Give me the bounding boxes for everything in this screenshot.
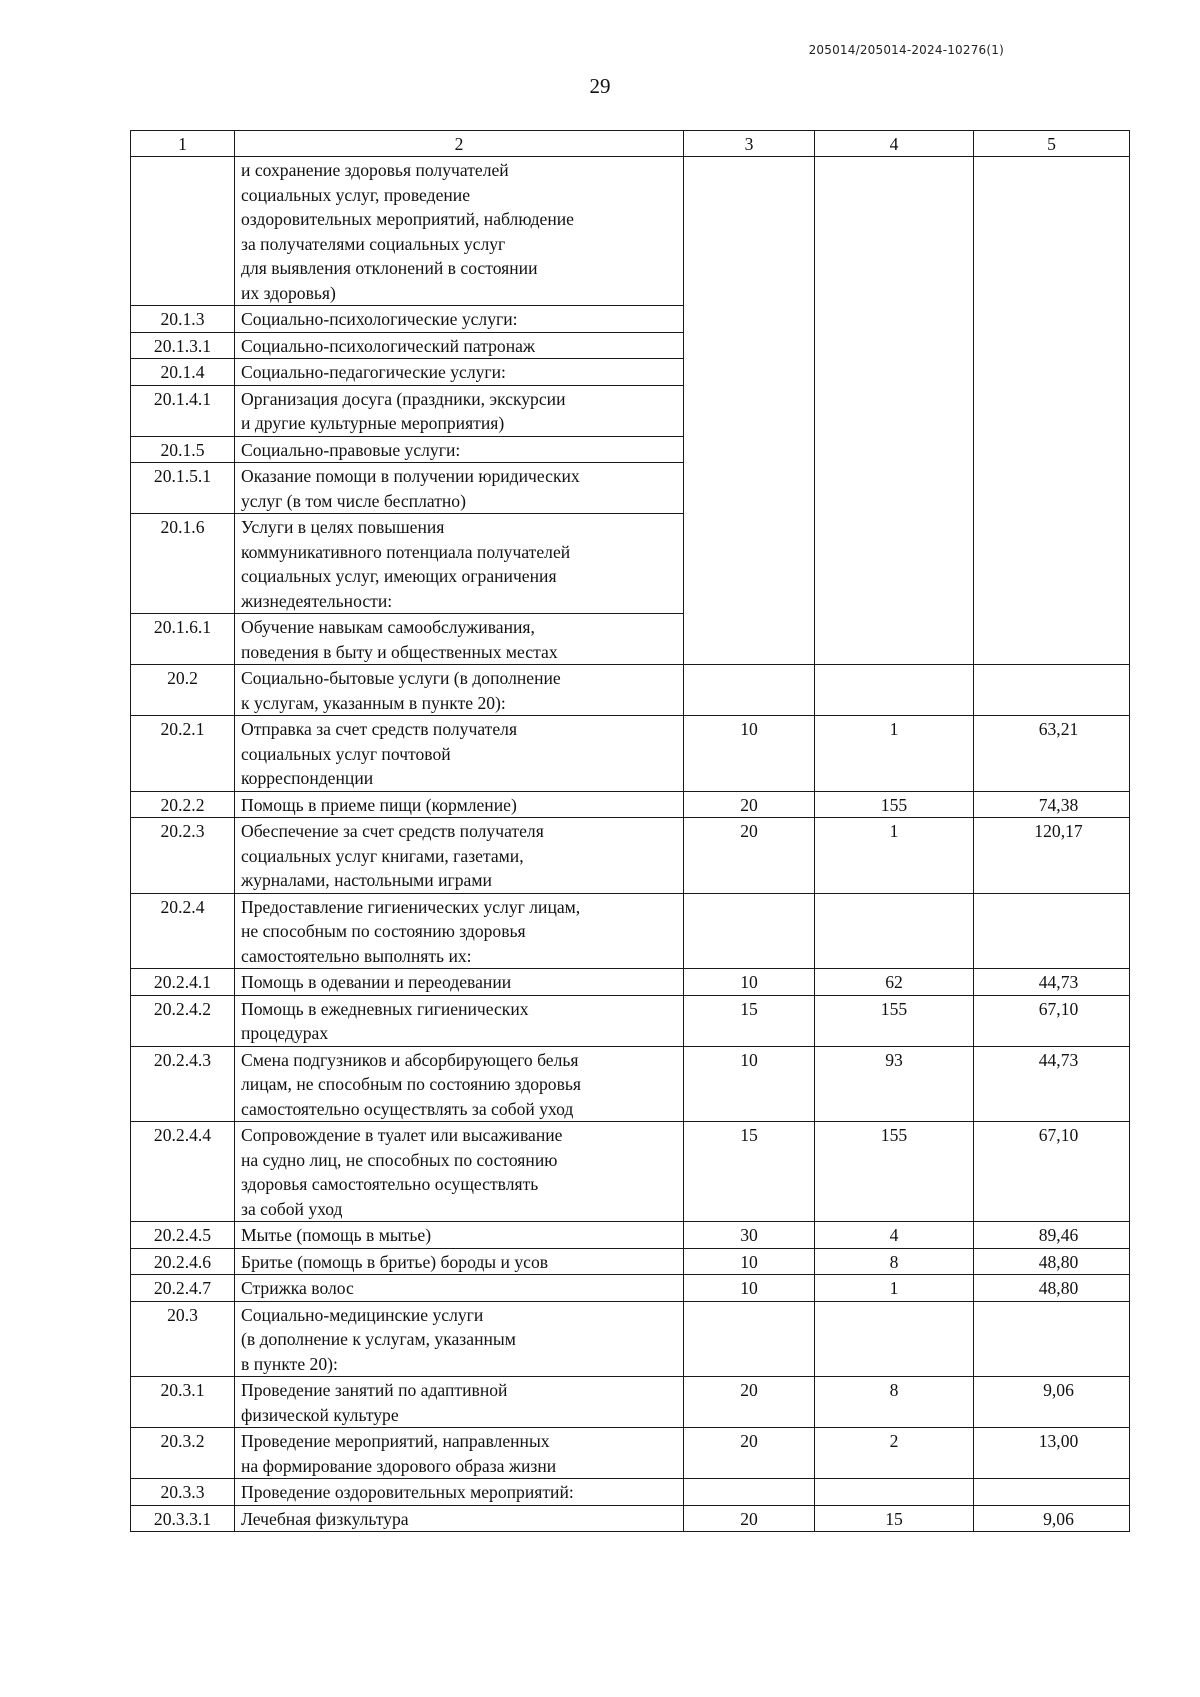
service-name: Оказание помощи в получении юридических услуг (в том числе бесплатно): [235, 463, 684, 514]
row-number: 20.2.1: [131, 716, 235, 792]
standard-value: [684, 893, 815, 969]
quantity-value: 1: [815, 818, 974, 894]
tariff-value: 9,06: [974, 1505, 1130, 1532]
standard-value: 30: [684, 1222, 815, 1249]
service-name: Социально-психологический патронаж: [235, 332, 684, 359]
service-name: Помощь в ежедневных гигиенических процедурах: [235, 995, 684, 1046]
service-name: Услуги в целях повышения коммуникативного потенциала получателей социальных услуг, имеющих ограничения жизнедеятельности:: [235, 514, 684, 614]
table-body: [131, 131, 1130, 1532]
row-number: 20.2.3: [131, 818, 235, 894]
standard-value: 20: [684, 1377, 815, 1428]
table-row: [131, 995, 1130, 1046]
table-row: [131, 1428, 1130, 1479]
tariff-value: 44,73: [974, 1046, 1130, 1122]
standard-value: 10: [684, 716, 815, 792]
table-row: [131, 893, 1130, 969]
quantity-value: 4: [815, 1222, 974, 1249]
tariff-value: 120,17: [974, 818, 1130, 894]
table-row: [131, 665, 1130, 716]
table-row: [131, 157, 1130, 306]
service-name: Проведение оздоровительных мероприятий:: [235, 1479, 684, 1506]
service-name: Помощь в одевании и переодевании: [235, 969, 684, 996]
row-number: 20.3.3.1: [131, 1505, 235, 1532]
service-name: Помощь в приеме пищи (кормление): [235, 791, 684, 818]
service-name: Организация досуга (праздники, экскурсии и другие культурные мероприятия): [235, 385, 684, 436]
standard-value: 20: [684, 818, 815, 894]
tariff-value: 9,06: [974, 1377, 1130, 1428]
quantity-value: 155: [815, 995, 974, 1046]
service-name: Проведение мероприятий, направленных на формирование здорового образа жизни: [235, 1428, 684, 1479]
quantity-value: [815, 893, 974, 969]
row-number: 20.2.4.1: [131, 969, 235, 996]
quantity-value: [815, 665, 974, 716]
table-row: [131, 1275, 1130, 1302]
document-id: 205014/205014-2024-10276(1): [808, 43, 1004, 57]
row-number: 20.1.3: [131, 306, 235, 333]
table-row: [131, 1122, 1130, 1222]
standard-value: 20: [684, 791, 815, 818]
row-number: 20.2.4: [131, 893, 235, 969]
row-number: 20.2.4.6: [131, 1248, 235, 1275]
tariff-value: 44,73: [974, 969, 1130, 996]
standard-value: 15: [684, 995, 815, 1046]
row-number: 20.2.4.3: [131, 1046, 235, 1122]
row-number: 20.2: [131, 665, 235, 716]
tariff-value: 67,10: [974, 995, 1130, 1046]
table-row: [131, 1222, 1130, 1249]
standard-value: [684, 665, 815, 716]
tariff-value: [974, 1479, 1130, 1506]
service-name: Смена подгузников и абсорбирующего белья лицам, не способным по состоянию здоровья самостоятельно осуществлять за собой уход: [235, 1046, 684, 1122]
table-row: [131, 1479, 1130, 1506]
service-name: Сопровождение в туалет или высаживание на судно лиц, не способных по состоянию здоровья самостоятельно осуществлять за собой уход: [235, 1122, 684, 1222]
table-header-row: [131, 131, 1130, 157]
standard-value: 10: [684, 969, 815, 996]
column-header: 4: [815, 131, 974, 157]
row-number: 20.1.6: [131, 514, 235, 614]
page-number: 29: [589, 74, 611, 98]
quantity-value: [815, 1301, 974, 1377]
row-number: 20.3.1: [131, 1377, 235, 1428]
row-number: 20.1.6.1: [131, 614, 235, 665]
tariff-value: [974, 893, 1130, 969]
column-header: 5: [974, 131, 1130, 157]
standard-value: [684, 1301, 815, 1377]
row-number: 20.1.5.1: [131, 463, 235, 514]
service-name: Обучение навыкам самообслуживания, поведения в быту и общественных местах: [235, 614, 684, 665]
tariff-value: 89,46: [974, 1222, 1130, 1249]
row-number: 20.1.4: [131, 359, 235, 386]
quantity-value: 155: [815, 791, 974, 818]
row-number: 20.3.3: [131, 1479, 235, 1506]
standard-value: 10: [684, 1275, 815, 1302]
row-number: 20.2.4.2: [131, 995, 235, 1046]
row-number: 20.1.4.1: [131, 385, 235, 436]
service-name: Социально-медицинские услуги (в дополнение к услугам, указанным в пункте 20):: [235, 1301, 684, 1377]
service-name: Социально-правовые услуги:: [235, 436, 684, 463]
row-number: [131, 157, 235, 306]
standard-value: 20: [684, 1505, 815, 1532]
tariff-value: [974, 665, 1130, 716]
quantity-value: [815, 1479, 974, 1506]
standard-value: 20: [684, 1428, 815, 1479]
service-name: Социально-психологические услуги:: [235, 306, 684, 333]
service-name: Стрижка волос: [235, 1275, 684, 1302]
quantity-value: 2: [815, 1428, 974, 1479]
quantity-value: 1: [815, 716, 974, 792]
standard-value: 15: [684, 1122, 815, 1222]
standard-value: 10: [684, 1046, 815, 1122]
quantity-value: 93: [815, 1046, 974, 1122]
row-number: 20.2.2: [131, 791, 235, 818]
service-name: и сохранение здоровья получателей социальных услуг, проведение оздоровительных мероприятий, наблюдение за получателями социальных услуг для выявления отклонений в состоянии их здоровья): [235, 157, 684, 306]
tariff-value: 63,21: [974, 716, 1130, 792]
merged-empty-cell: [974, 157, 1130, 665]
column-header: 3: [684, 131, 815, 157]
tariff-value: 67,10: [974, 1122, 1130, 1222]
table-row: [131, 1301, 1130, 1377]
row-number: 20.2.4.7: [131, 1275, 235, 1302]
service-name: Обеспечение за счет средств получателя социальных услуг книгами, газетами, журналами, настольными играми: [235, 818, 684, 894]
service-name: Бритье (помощь в бритье) бороды и усов: [235, 1248, 684, 1275]
table-row: [131, 791, 1130, 818]
quantity-value: 62: [815, 969, 974, 996]
service-name: Отправка за счет средств получателя социальных услуг почтовой корреспонденции: [235, 716, 684, 792]
service-name: Мытье (помощь в мытье): [235, 1222, 684, 1249]
service-name: Предоставление гигиенических услуг лицам, не способным по состоянию здоровья самостоятельно выполнять их:: [235, 893, 684, 969]
service-name: Проведение занятий по адаптивной физической культуре: [235, 1377, 684, 1428]
quantity-value: 8: [815, 1248, 974, 1275]
quantity-value: 15: [815, 1505, 974, 1532]
row-number: 20.2.4.4: [131, 1122, 235, 1222]
row-number: 20.3: [131, 1301, 235, 1377]
merged-empty-cell: [684, 157, 815, 665]
quantity-value: 1: [815, 1275, 974, 1302]
service-name: Социально-педагогические услуги:: [235, 359, 684, 386]
service-name: Лечебная физкультура: [235, 1505, 684, 1532]
table-row: [131, 1377, 1130, 1428]
standard-value: 10: [684, 1248, 815, 1275]
table-row: [131, 818, 1130, 894]
table-row: [131, 716, 1130, 792]
table-row: [131, 1248, 1130, 1275]
services-table: [130, 130, 1130, 1532]
quantity-value: 155: [815, 1122, 974, 1222]
tariff-value: 74,38: [974, 791, 1130, 818]
tariff-value: 13,00: [974, 1428, 1130, 1479]
service-name: Социально-бытовые услуги (в дополнение к услугам, указанным в пункте 20):: [235, 665, 684, 716]
row-number: 20.1.5: [131, 436, 235, 463]
row-number: 20.1.3.1: [131, 332, 235, 359]
standard-value: [684, 1479, 815, 1506]
quantity-value: 8: [815, 1377, 974, 1428]
table-row: [131, 1505, 1130, 1532]
tariff-value: 48,80: [974, 1275, 1130, 1302]
row-number: 20.2.4.5: [131, 1222, 235, 1249]
column-header: 2: [235, 131, 684, 157]
table-row: [131, 969, 1130, 996]
row-number: 20.3.2: [131, 1428, 235, 1479]
merged-empty-cell: [815, 157, 974, 665]
column-header: 1: [131, 131, 235, 157]
tariff-value: 48,80: [974, 1248, 1130, 1275]
tariff-value: [974, 1301, 1130, 1377]
table-row: [131, 1046, 1130, 1122]
